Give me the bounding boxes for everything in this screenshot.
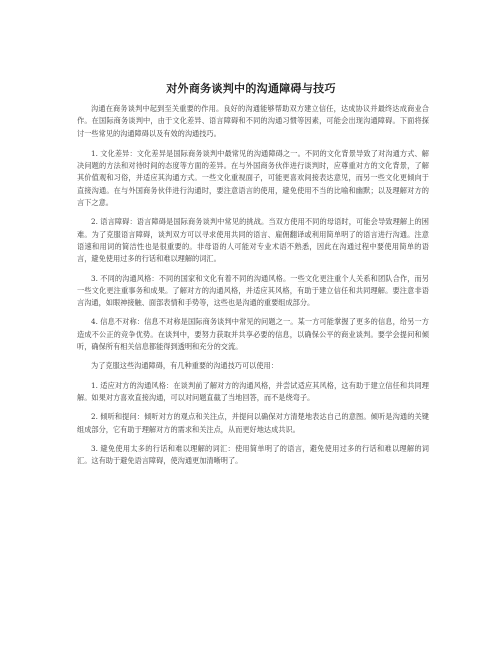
- document-body: [77, 103, 429, 474]
- paragraph-communication-styles: 3. 不同的沟通风格：不同的国家和文化有着不同的沟通风格。一些文化更注重个人关系和团队合作，而另一些文化更注重事务和成果。了解对方的沟通风格，并适应其风格，有助于建立信任和共同理解。要注意非语言沟通，如眼神接触、面部表情和手势等，这些也是沟通的重要组成部分。: [77, 273, 429, 308]
- intro-paragraph: 沟通在商务谈判中起到至关重要的作用。良好的沟通能够帮助双方建立信任，达成协议并最终达成商业合作。在国际商务谈判中，由于文化差异、语言障碍和不同的沟通习惯等因素，可能会出现沟通障碍。下面将探讨一些常见的沟通障碍以及有效的沟通技巧。: [77, 104, 429, 138]
- paragraph-cultural-differences: 1. 文化差异：文化差异是国际商务谈判中最常见的沟通障碍之一。不同的文化背景导致了对沟通方式、解决问题的方法和对待时间的态度等方面的差异。在与外国商务伙伴进行谈判时，应尊重对方的文化背景，了解其价值观和习俗，并适应其沟通方式。一些文化重视面子，可能更喜欢间接表达意见，而另一些文化更倾向于直接沟通。在与外国商务伙伴进行沟通时，要注意语言的使用，避免使用不当的比喻和幽默；以及理解对方的言下之意。: [77, 148, 429, 208]
- paragraph-avoid-jargon: 3. 避免使用太多的行话和难以理解的词汇：使用简单明了的语言，避免使用过多的行话和难以理解的词汇。这有助于避免语言障碍，使沟通更加清晰明了。: [77, 443, 429, 466]
- paragraph-information-asymmetry: 4. 信息不对称：信息不对称是国际商务谈判中常见的问题之一。某一方可能掌握了更多的信息，给另一方造成不公正的竞争优势。在谈判中，要努力获取并共享必要的信息，以确保公平的商业谈判。要学会提问和倾听，确保所有相关信息都能得到透明和充分的交流。: [77, 317, 429, 352]
- paragraph-language-barriers: 2. 语言障碍：语言障碍是国际商务谈判中常见的挑战。当双方使用不同的母语时，可能会导致理解上的困难。为了克服语言障碍，谈判双方可以寻求使用共同的语言、雇佣翻译或利用简单明了的语言进行沟通。注意语速和用词的简洁性也是很重要的。非母语的人可能对专业术语不熟悉，因此在沟通过程中要使用简单的语言，避免使用过多的行话和难以理解的词汇。: [77, 217, 429, 264]
- paragraph-adapt-style: 1. 适应对方的沟通风格：在谈判前了解对方的沟通风格，并尝试适应其风格，这有助于建立信任和共同理解。如果对方喜欢直接沟通，可以对问题直截了当地回答，而不是绕弯子。: [77, 380, 429, 402]
- document-title: 对外商务谈判中的沟通障碍与技巧: [166, 82, 336, 95]
- paragraph-listen-ask: 2. 倾听和提问：倾听对方的观点和关注点，并提问以确保对方清楚地表达自己的意图。倾听是沟通的关键组成部分，它有助于理解对方的需求和关注点，从而更好地达成共识。: [77, 412, 429, 434]
- paragraph-skills-intro: 为了克服这些沟通障碍，有几种重要的沟通技巧可以使用：: [91, 361, 278, 371]
